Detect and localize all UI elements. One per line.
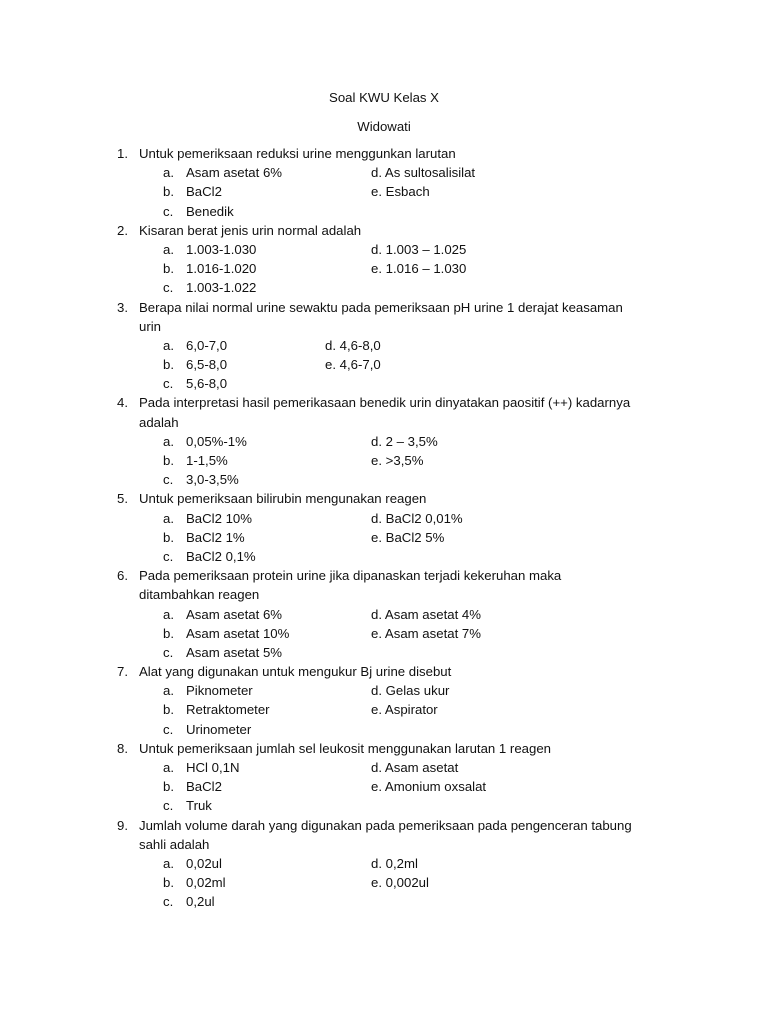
option-text: d. 4,6-8,0 [325,337,381,353]
option-text: d. 0,2ml [371,855,418,871]
question-text: Untuk pemeriksaan bilirubin mengunakan reagen [139,491,427,507]
question-line [0,298,768,317]
option-row [0,240,768,259]
option-letter: b. [163,875,174,891]
option-letter: a. [163,683,174,699]
option-text: Asam asetat 6% [186,165,283,181]
option-text: e. BaCl2 5% [371,529,445,545]
option-letter: a. [163,606,174,622]
option-row [0,163,768,182]
question-text: sahli adalah [139,836,210,852]
question-line [0,144,768,163]
option-letter: c. [163,894,174,910]
option-letter: c. [163,472,174,488]
option-row [0,777,768,796]
option-text: e. Asam asetat 7% [371,625,481,641]
option-text: d. 1.003 – 1.025 [371,241,467,257]
option-letter: b. [163,357,174,373]
option-row [0,509,768,528]
option-text: BaCl2 10% [186,510,252,526]
question-line [0,566,768,585]
option-text: BaCl2 [186,184,222,200]
option-text: d. BaCl2 0,01% [371,510,463,526]
question-number: 8. [117,740,128,756]
option-letter: c. [163,798,174,814]
document-author: Widowati [357,119,411,134]
option-text: e. 1.016 – 1.030 [371,261,467,277]
option-text: 0,2ul [186,894,215,910]
document-title: Soal KWU Kelas X [329,90,439,105]
question-line-continued [0,585,768,604]
option-text: e. Aspirator [371,702,438,718]
option-text: 0,02ul [186,855,222,871]
question-text: Pada pemeriksaan protein urine jika dipanaskan terjadi kekeruhan maka [139,568,562,584]
question-text: ditambahkan reagen [139,587,260,603]
option-letter: c. [163,548,174,564]
option-row [0,873,768,892]
option-letter: a. [163,510,174,526]
option-text: 0,02ml [186,875,226,891]
option-letter: a. [163,760,174,775]
option-row [0,259,768,278]
option-text: 5,6-8,0 [186,376,228,392]
option-letter: b. [163,702,174,718]
option-text: 1.003-1.022 [186,280,257,296]
option-letter: c. [163,203,174,219]
option-letter: c. [163,721,174,737]
option-letter: c. [163,644,174,660]
option-text: e. Amonium oxsalat [371,779,487,795]
option-text: 1.016-1.020 [186,261,257,277]
option-text: e. >3,5% [371,453,424,468]
option-row [0,451,768,470]
option-text: Urinometer [186,721,252,737]
option-row [0,643,768,662]
option-letter: b. [163,184,174,200]
option-text: 6,0-7,0 [186,337,228,353]
option-letter: b. [163,625,174,641]
option-letter: c. [163,280,174,296]
option-letter: b. [163,529,174,545]
question-line-continued [0,835,768,854]
option-text: Retraktometer [186,702,270,718]
option-text: e. Esbach [371,184,430,200]
option-text: d. As sultosalisilat [371,165,476,181]
option-row [0,720,768,739]
option-text: d. Asam asetat 4% [371,606,481,622]
option-row [0,624,768,643]
option-letter: b. [163,779,174,795]
option-text: Asam asetat 5% [186,644,283,660]
option-row [0,470,768,489]
option-letter: a. [163,165,174,181]
option-row [0,336,768,355]
option-row [0,854,768,873]
option-text: e. 0,002ul [371,875,429,891]
option-text: 3,0-3,5% [186,472,239,488]
option-text: Truk [186,798,212,814]
question-line [0,739,768,758]
question-number: 6. [117,568,128,584]
question-line [0,489,768,508]
question-line [0,221,768,240]
question-list [0,144,768,912]
question-text: Untuk pemeriksaan jumlah sel leukosit menggunakan larutan 1 reagen [139,740,551,756]
option-text: BaCl2 [186,779,222,795]
question-text: Pada interpretasi hasil pemerikasaan benedik urin dinyatakan paositif (++) kadarnya [139,395,631,411]
option-letter: a. [163,241,174,257]
option-text: HCl 0,1N [186,760,240,775]
option-row [0,892,768,911]
option-row [0,700,768,719]
question-number: 9. [117,817,128,833]
option-text: 0,05%-1% [186,433,247,449]
question-text: Untuk pemeriksaan reduksi urine menggunkan larutan [139,146,456,161]
option-letter: b. [163,261,174,277]
question-text: urin [139,318,161,334]
option-text: 1-1,5% [186,453,228,468]
question-line [0,393,768,412]
option-text: d. Gelas ukur [371,683,450,699]
option-row [0,355,768,374]
option-letter: a. [163,337,174,353]
option-row [0,547,768,566]
option-row [0,681,768,700]
option-text: Piknometer [186,683,253,699]
option-letter: a. [163,433,174,449]
question-text: Jumlah volume darah yang digunakan pada pemeriksaan pada pengenceran tabung [139,817,632,833]
question-text: adalah [139,414,179,430]
question-line-continued [0,413,768,432]
question-text: Alat yang digunakan untuk mengukur Bj urine disebut [139,664,452,680]
question-number: 7. [117,664,128,680]
question-text: Berapa nilai normal urine sewaktu pada pemeriksaan pH urine 1 derajat keasaman [139,299,623,315]
option-text: Benedik [186,203,234,219]
option-row [0,605,768,624]
option-row [0,374,768,393]
option-text: BaCl2 1% [186,529,245,545]
question-line [0,662,768,681]
option-row [0,202,768,221]
question-text: Kisaran berat jenis urin normal adalah [139,222,362,238]
option-row [0,758,768,777]
option-text: d. Asam asetat [371,760,459,775]
option-row [0,528,768,547]
option-row [0,432,768,451]
question-line-continued [0,317,768,336]
option-row [0,796,768,815]
option-text: e. 4,6-7,0 [325,357,381,373]
question-line [0,816,768,835]
option-letter: b. [163,453,174,468]
option-text: d. 2 – 3,5% [371,433,438,449]
option-letter: c. [163,376,174,392]
option-text: 6,5-8,0 [186,357,228,373]
question-number: 1. [117,146,128,161]
option-row [0,278,768,297]
option-text: Asam asetat 10% [186,625,290,641]
option-letter: a. [163,855,174,871]
question-number: 2. [117,222,128,238]
question-number: 3. [117,299,128,315]
question-number: 4. [117,395,128,411]
question-number: 5. [117,491,128,507]
option-row [0,182,768,201]
option-text: 1.003-1.030 [186,241,257,257]
option-text: BaCl2 0,1% [186,548,256,564]
option-text: Asam asetat 6% [186,606,283,622]
